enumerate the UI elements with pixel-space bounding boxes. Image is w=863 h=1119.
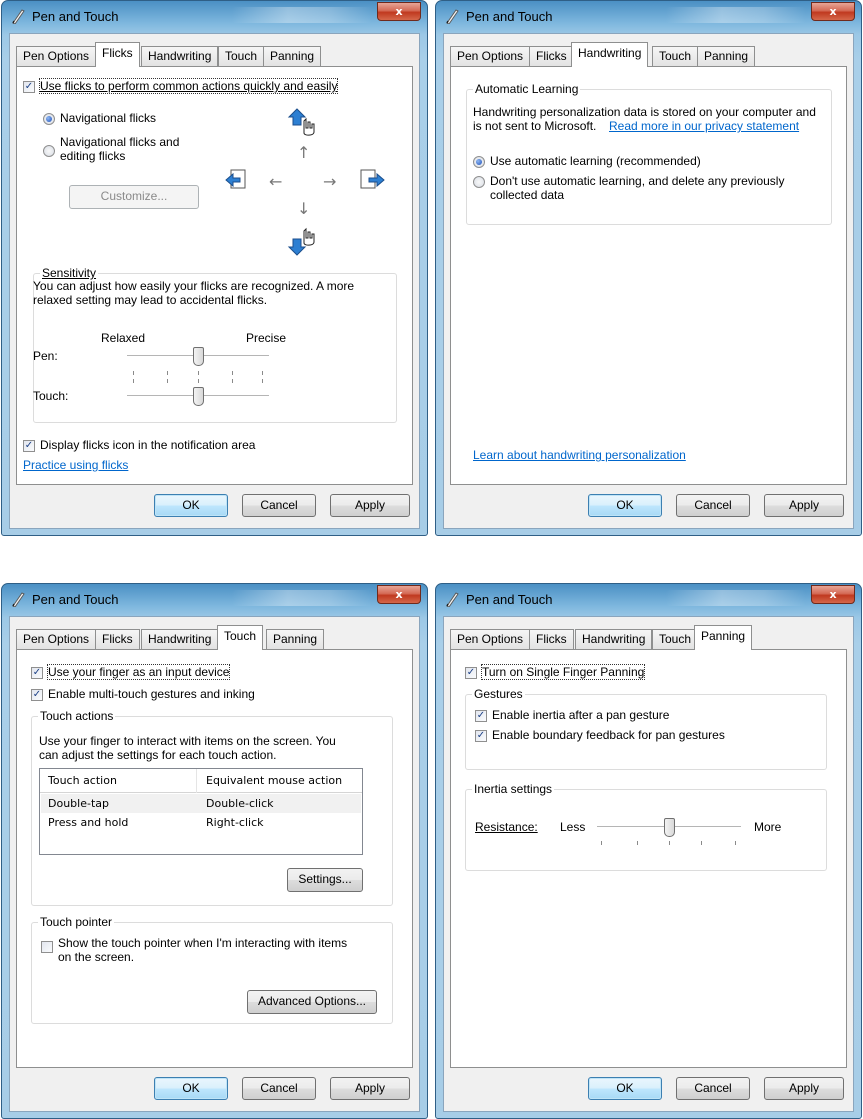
touch-actions-text-line1: Use your finger to interact with items on the screen. You	[39, 734, 336, 748]
gestures-label: Gestures	[474, 687, 523, 701]
tab-touch[interactable]: Touch	[218, 46, 264, 66]
more-label: More	[754, 820, 782, 834]
title-bar[interactable]	[2, 1, 427, 33]
enable-inertia-label[interactable]: Enable inertia after a pan gesture	[492, 708, 670, 722]
navigational-flicks-label[interactable]: Navigational flicks	[60, 111, 157, 125]
pen-slider-tick	[133, 371, 134, 375]
ok-button[interactable]: OK	[154, 494, 228, 517]
navigational-editing-label-line1[interactable]: Navigational flicks and	[60, 135, 180, 149]
sensitivity-label: Sensitivity	[42, 266, 97, 280]
window-title: Pen and Touch	[32, 9, 119, 24]
pen-icon	[445, 8, 459, 24]
use-finger-label[interactable]: Use your finger as an input device	[48, 665, 230, 679]
show-touch-pointer-checkbox[interactable]	[41, 941, 53, 953]
window-title: Pen and Touch	[466, 592, 553, 607]
dialog-client	[443, 33, 854, 529]
tab-touch[interactable]: Touch	[217, 625, 263, 650]
touch-slider-tick	[167, 379, 168, 383]
title-bar[interactable]	[2, 584, 427, 616]
resistance-thumb[interactable]	[664, 818, 675, 837]
pen-slider-tick	[262, 371, 263, 375]
cancel-button[interactable]: Cancel	[676, 494, 750, 517]
window-title: Pen and Touch	[466, 9, 553, 24]
tab-panning[interactable]: Panning	[694, 625, 752, 650]
navigational-flicks-radio[interactable]	[43, 113, 55, 125]
forward-page-icon	[359, 169, 385, 191]
cancel-button[interactable]: Cancel	[242, 1077, 316, 1100]
touch-slider-tick	[133, 379, 134, 383]
tab-handwriting[interactable]: Handwriting	[141, 629, 218, 649]
pen-icon	[445, 591, 459, 607]
handwriting-panel	[450, 66, 847, 485]
inertia-settings-label: Inertia settings	[474, 782, 553, 796]
display-flicks-icon-checkbox[interactable]: ✓	[24, 440, 34, 451]
close-button[interactable]: x	[377, 585, 421, 604]
left-arrow-icon: ←	[269, 172, 283, 191]
tab-panning[interactable]: Panning	[266, 629, 324, 649]
touch-slider-tick	[232, 379, 233, 383]
privacy-statement-link[interactable]: Read more in our privacy statement	[609, 119, 800, 133]
cell-mouse-action: Right-click	[206, 816, 264, 829]
advanced-options-button[interactable]: Advanced Options...	[247, 990, 377, 1014]
ok-button[interactable]: OK	[588, 1077, 662, 1100]
use-automatic-learning-label[interactable]: Use automatic learning (recommended)	[490, 154, 701, 168]
customize-button[interactable]: Customize...	[69, 185, 199, 209]
use-finger-checkbox[interactable]: ✓	[32, 667, 42, 678]
tab-handwriting[interactable]: Handwriting	[575, 629, 652, 649]
down-flick-hand-icon	[287, 227, 319, 257]
title-bar[interactable]	[436, 584, 861, 616]
title-bar[interactable]	[436, 1, 861, 33]
pen-slider-tick	[167, 371, 168, 375]
pen-and-touch-window-panning	[435, 583, 862, 1119]
precise-label: Precise	[246, 331, 287, 345]
cell-mouse-action: Double-click	[206, 797, 274, 810]
apply-button[interactable]: Apply	[764, 1077, 844, 1100]
sensitivity-text-line2: relaxed setting may lead to accidental flicks.	[33, 293, 268, 307]
flicks-panel	[16, 66, 413, 485]
close-button[interactable]: x	[811, 2, 855, 21]
automatic-learning-label: Automatic Learning	[475, 82, 579, 96]
table-row[interactable]	[41, 794, 361, 813]
close-button[interactable]: x	[377, 2, 421, 21]
practice-flicks-link[interactable]: Practice using flicks	[23, 458, 129, 472]
dont-use-automatic-learning-line1[interactable]: Don't use automatic learning, and delete any previously	[490, 174, 785, 188]
pen-and-touch-window-handwriting	[435, 0, 862, 536]
dialog-client	[9, 33, 420, 529]
pen-sensitivity-label: Pen:	[33, 349, 58, 363]
cell-touch-action: Double-tap	[48, 797, 109, 810]
multitouch-checkbox[interactable]: ✓	[32, 689, 42, 700]
ok-button[interactable]: OK	[588, 494, 662, 517]
resistance-slider-tick	[601, 841, 602, 845]
relaxed-label: Relaxed	[101, 331, 146, 345]
right-arrow-icon: →	[323, 172, 337, 191]
touch-actions-list[interactable]	[39, 768, 363, 855]
touch-panel	[16, 649, 413, 1068]
apply-button[interactable]: Apply	[764, 494, 844, 517]
resistance-label: Resistance:	[475, 820, 538, 834]
pen-slider-tick	[232, 371, 233, 375]
touch-sensitivity-thumb[interactable]	[193, 387, 204, 406]
window-title: Pen and Touch	[32, 592, 119, 607]
pen-icon	[11, 8, 25, 24]
resistance-slider-tick	[701, 841, 702, 845]
down-arrow-icon: ↓	[297, 199, 311, 218]
pen-and-touch-window-touch	[1, 583, 428, 1119]
touch-slider-tick	[262, 379, 263, 383]
ok-button[interactable]: OK	[154, 1077, 228, 1100]
show-touch-pointer-line2[interactable]: on the screen.	[58, 950, 135, 964]
panning-panel	[450, 649, 847, 1068]
cell-touch-action: Press and hold	[48, 816, 129, 829]
dont-use-automatic-learning-line2[interactable]: collected data	[490, 188, 565, 202]
less-label: Less	[560, 820, 586, 834]
tab-pen-options[interactable]: Pen Options	[450, 46, 530, 66]
touch-actions-label: Touch actions	[40, 709, 114, 723]
close-button[interactable]: x	[811, 585, 855, 604]
column-touch-action[interactable]: Touch action	[48, 774, 117, 787]
touch-actions-text-line2: can adjust the settings for each touch action.	[39, 748, 277, 762]
list-header	[40, 769, 362, 793]
dialog-client	[9, 616, 420, 1112]
tab-panning[interactable]: Panning	[697, 46, 755, 66]
tab-pen-options[interactable]: Pen Options	[16, 46, 96, 66]
tab-flicks[interactable]: Flicks	[95, 629, 140, 649]
cancel-button[interactable]: Cancel	[676, 1077, 750, 1100]
show-touch-pointer-line1[interactable]: Show the touch pointer when I'm interacting with items	[58, 936, 348, 950]
touch-sensitivity-label: Touch:	[33, 389, 69, 403]
use-automatic-learning-radio[interactable]	[473, 156, 485, 168]
boundary-feedback-checkbox[interactable]: ✓	[476, 730, 486, 741]
tab-handwriting[interactable]: Handwriting	[141, 46, 218, 66]
tab-touch[interactable]: Touch	[652, 629, 698, 649]
apply-button[interactable]: Apply	[330, 1077, 410, 1100]
multitouch-label[interactable]: Enable multi-touch gestures and inking	[48, 687, 255, 701]
table-row[interactable]	[41, 813, 361, 832]
pen-sensitivity-thumb[interactable]	[193, 347, 204, 366]
pen-and-touch-window-flicks	[1, 0, 428, 536]
navigational-editing-flicks-radio[interactable]	[43, 145, 55, 157]
resistance-slider-tick	[735, 841, 736, 845]
pen-slider-tick	[198, 371, 199, 375]
up-arrow-icon: ↑	[297, 143, 311, 162]
tab-panning[interactable]: Panning	[263, 46, 321, 66]
back-page-icon	[225, 169, 249, 191]
column-separator	[196, 769, 197, 793]
resistance-slider-tick	[669, 841, 670, 845]
display-flicks-icon-label[interactable]: Display flicks icon in the notification area	[40, 438, 256, 452]
use-flicks-checkbox[interactable]: ✓	[24, 81, 34, 92]
column-mouse-action[interactable]: Equivalent mouse action	[206, 774, 343, 787]
boundary-feedback-label[interactable]: Enable boundary feedback for pan gestures	[492, 728, 725, 742]
sensitivity-text-line1: You can adjust how easily your flicks are recognized. A more	[33, 279, 355, 293]
tab-pen-options[interactable]: Pen Options	[450, 629, 530, 649]
tab-flicks[interactable]: Flicks	[529, 46, 574, 66]
handwriting-text-line2: is not sent to Microsoft.	[473, 119, 597, 133]
use-flicks-label[interactable]: Use flicks to perform common actions quickly and easily	[40, 79, 338, 93]
learn-handwriting-personalization-link[interactable]: Learn about handwriting personalization	[473, 448, 686, 462]
dialog-client	[443, 616, 854, 1112]
resistance-slider-tick	[637, 841, 638, 845]
navigational-editing-label-line2[interactable]: editing flicks	[60, 149, 126, 163]
tab-flicks[interactable]: Flicks	[529, 629, 574, 649]
tab-flicks[interactable]: Flicks	[95, 42, 140, 67]
settings-button[interactable]: Settings...	[287, 868, 363, 892]
cancel-button[interactable]: Cancel	[242, 494, 316, 517]
touch-pointer-label: Touch pointer	[40, 915, 113, 929]
tab-touch[interactable]: Touch	[652, 46, 698, 66]
pen-icon	[11, 591, 25, 607]
dont-use-automatic-learning-radio[interactable]	[473, 176, 485, 188]
touch-slider-tick	[198, 379, 199, 383]
enable-inertia-checkbox[interactable]: ✓	[476, 710, 486, 721]
single-finger-panning-checkbox[interactable]: ✓	[466, 667, 476, 678]
up-flick-hand-icon	[287, 107, 319, 137]
single-finger-panning-label[interactable]: Turn on Single Finger Panning	[482, 665, 645, 679]
handwriting-text-line1: Handwriting personalization data is stored on your computer and	[473, 105, 816, 119]
tab-pen-options[interactable]: Pen Options	[16, 629, 96, 649]
apply-button[interactable]: Apply	[330, 494, 410, 517]
tab-handwriting[interactable]: Handwriting	[571, 42, 648, 67]
